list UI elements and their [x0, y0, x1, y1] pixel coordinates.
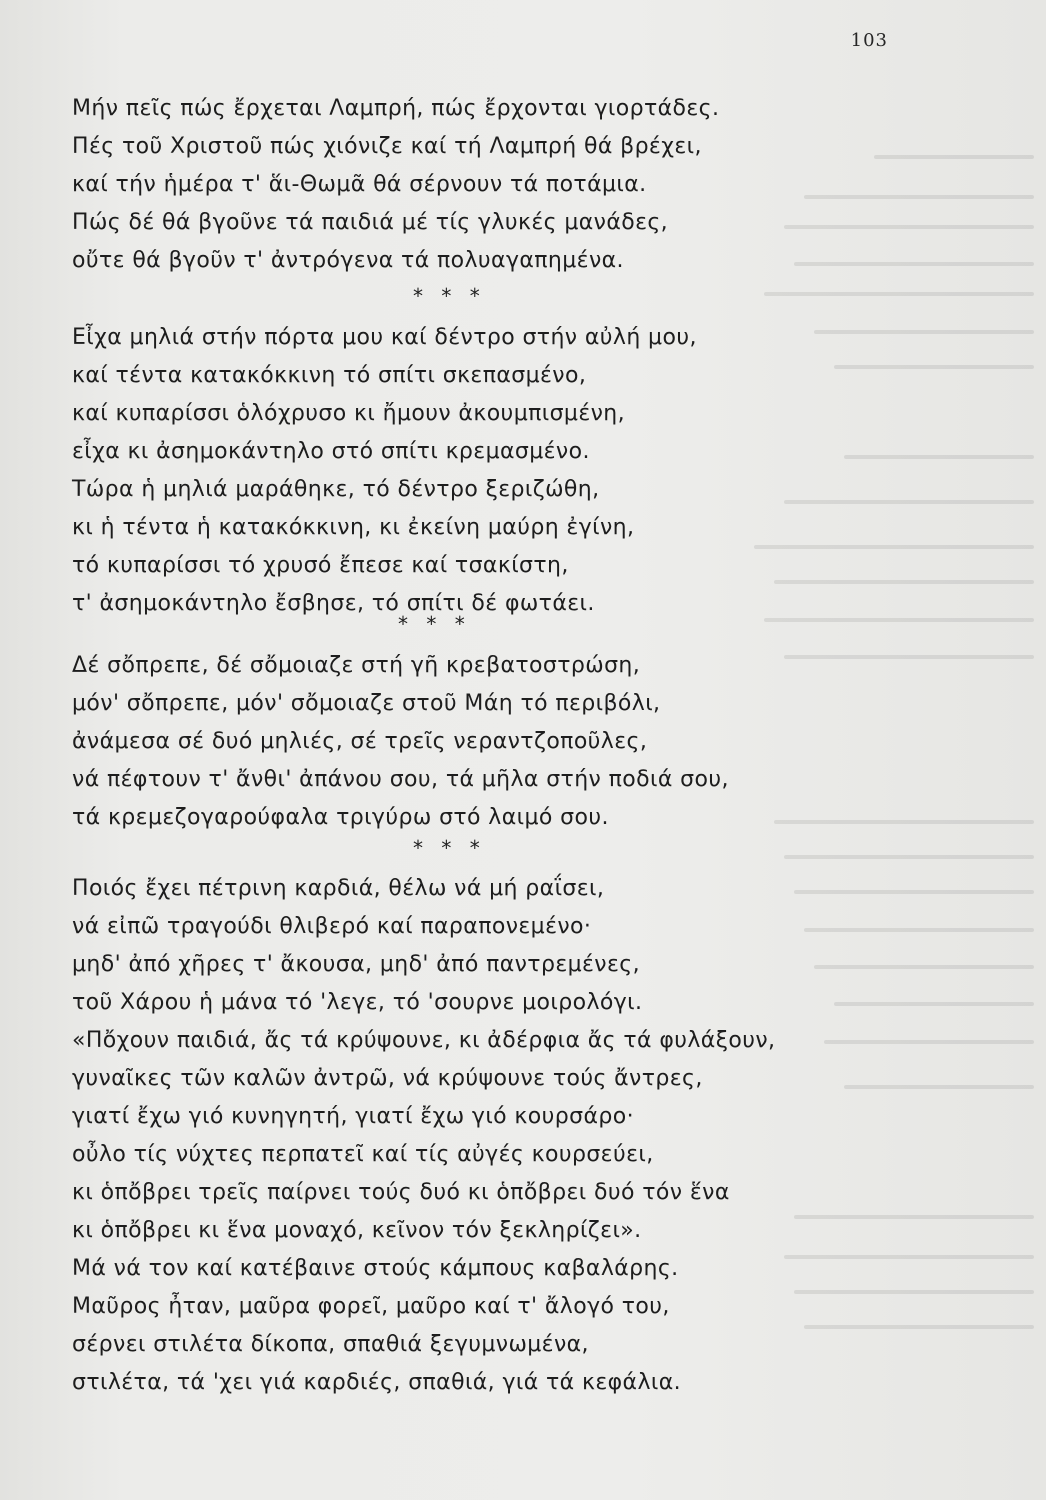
poem-line: νά εἰπῶ τραγούδι θλιβερό καί παραπονεμένο·	[72, 914, 592, 939]
poem-stanza	[72, 647, 729, 837]
poem-line: Μήν πεῖς πώς ἔρχεται Λαμπρή, πώς ἔρχονται γιορτάδες.	[72, 96, 720, 121]
poem-line: Πές τοῦ Χριστοῦ πώς χιόνιζε καί τή Λαμπρή θά βρέχει,	[72, 134, 702, 159]
stanza-separator: * * *	[413, 836, 486, 860]
poem-line: τά κρεμεζογαρούφαλα τριγύρω στό λαιμό σου.	[72, 805, 609, 830]
poem-line: «Πὄχουν παιδιά, ἄς τά κρύψουνε, κι ἀδέρφια ἄς τά φυλάξουν,	[72, 1028, 776, 1053]
poem-line: γιατί ἔχω γιό κυνηγητή, γιατί ἔχω γιό κουρσάρο·	[72, 1104, 635, 1129]
poem-line: κι ὁπὄβρει τρεῖς παίρνει τούς δυό κι ὁπὄβρει δυό τόν ἕνα	[72, 1180, 730, 1205]
poem-line: Τώρα ἡ μηλιά μαράθηκε, τό δέντρο ξεριζώθη,	[72, 477, 600, 502]
poem-line: οὖλο τίς νύχτες περπατεῖ καί τίς αὐγές κουρσεύει,	[72, 1142, 654, 1167]
poem-line: τ' ἀσημοκάντηλο ἔσβησε, τό σπίτι δέ φωτάει.	[72, 591, 595, 616]
poem-line: καί τήν ἡμέρα τ' ἅι-Θωμᾶ θά σέρνουν τά ποτάμια.	[72, 172, 647, 197]
stanza-separator: * * *	[413, 284, 486, 308]
poem-line: κι ὁπὄβρει κι ἕνα μοναχό, κεῖνον τόν ξεκληρίζει».	[72, 1218, 642, 1243]
poem-line: Δέ σὄπρεπε, δέ σὄμοιαζε στή γῆ κρεβατοστρώση,	[72, 653, 641, 678]
poem-line: Πώς δέ θά βγοῦνε τά παιδιά μέ τίς γλυκές μανάδες,	[72, 210, 669, 235]
poem-line: Μαῦρος ἦταν, μαῦρα φορεῖ, μαῦρο καί τ' ἄλογό του,	[72, 1294, 670, 1319]
poem-line: οὔτε θά βγοῦν τ' ἀντρόγενα τά πολυαγαπημένα.	[72, 248, 624, 273]
poem-line: εἶχα κι ἀσημοκάντηλο στό σπίτι κρεμασμένο.	[72, 439, 590, 464]
poem-stanza	[72, 90, 719, 280]
poem-line: ἀνάμεσα σέ δυό μηλιές, σέ τρεῖς νεραντζοποῦλες,	[72, 729, 648, 754]
poem-line: γυναῖκες τῶν καλῶν ἀντρῶ, νά κρύψουνε τούς ἄντρες,	[72, 1066, 703, 1091]
poem-line: καί τέντα κατακόκκινη τό σπίτι σκεπασμένο,	[72, 363, 587, 388]
page-number: 103	[850, 30, 888, 51]
poem-line: κι ἡ τέντα ἡ κατακόκκινη, κι ἐκείνη μαύρη ἐγίνη,	[72, 515, 635, 540]
poem-line: νά πέφτουν τ' ἄνθι' ἀπάνου σου, τά μῆλα στήν ποδιά σου,	[72, 767, 729, 792]
poem-line: τό κυπαρίσσι τό χρυσό ἔπεσε καί τσακίστη,	[72, 553, 569, 578]
poem-line: καί κυπαρίσσι ὁλόχρυσο κι ἤμουν ἀκουμπισμένη,	[72, 401, 626, 426]
poem-line: τοῦ Χάρου ἡ μάνα τό 'λεγε, τό 'σουρνε μοιρολόγι.	[72, 990, 643, 1015]
poem-line: Εἶχα μηλιά στήν πόρτα μου καί δέντρο στήν αὐλή μου,	[72, 325, 697, 350]
poem-stanza	[72, 319, 697, 623]
poem-line: στιλέτα, τά 'χει γιά καρδιές, σπαθιά, γιά τά κεφάλια.	[72, 1370, 682, 1395]
poem-line: Μά νά τον καί κατέβαινε στούς κάμπους καβαλάρης.	[72, 1256, 679, 1281]
poem-line: σέρνει στιλέτα δίκοπα, σπαθιά ξεγυμνωμένα,	[72, 1332, 589, 1357]
poem-line: Ποιός ἔχει πέτρινη καρδιά, θέλω νά μή ραΐσει,	[72, 876, 605, 901]
poem-line: μόν' σὄπρεπε, μόν' σὄμοιαζε στοῦ Μάη τό περιβόλι,	[72, 691, 661, 716]
stanza-separator: * * *	[398, 612, 471, 636]
poem-line: μηδ' ἀπό χῆρες τ' ἄκουσα, μηδ' ἀπό παντρεμένες,	[72, 952, 640, 977]
poem-stanza	[72, 870, 775, 1402]
